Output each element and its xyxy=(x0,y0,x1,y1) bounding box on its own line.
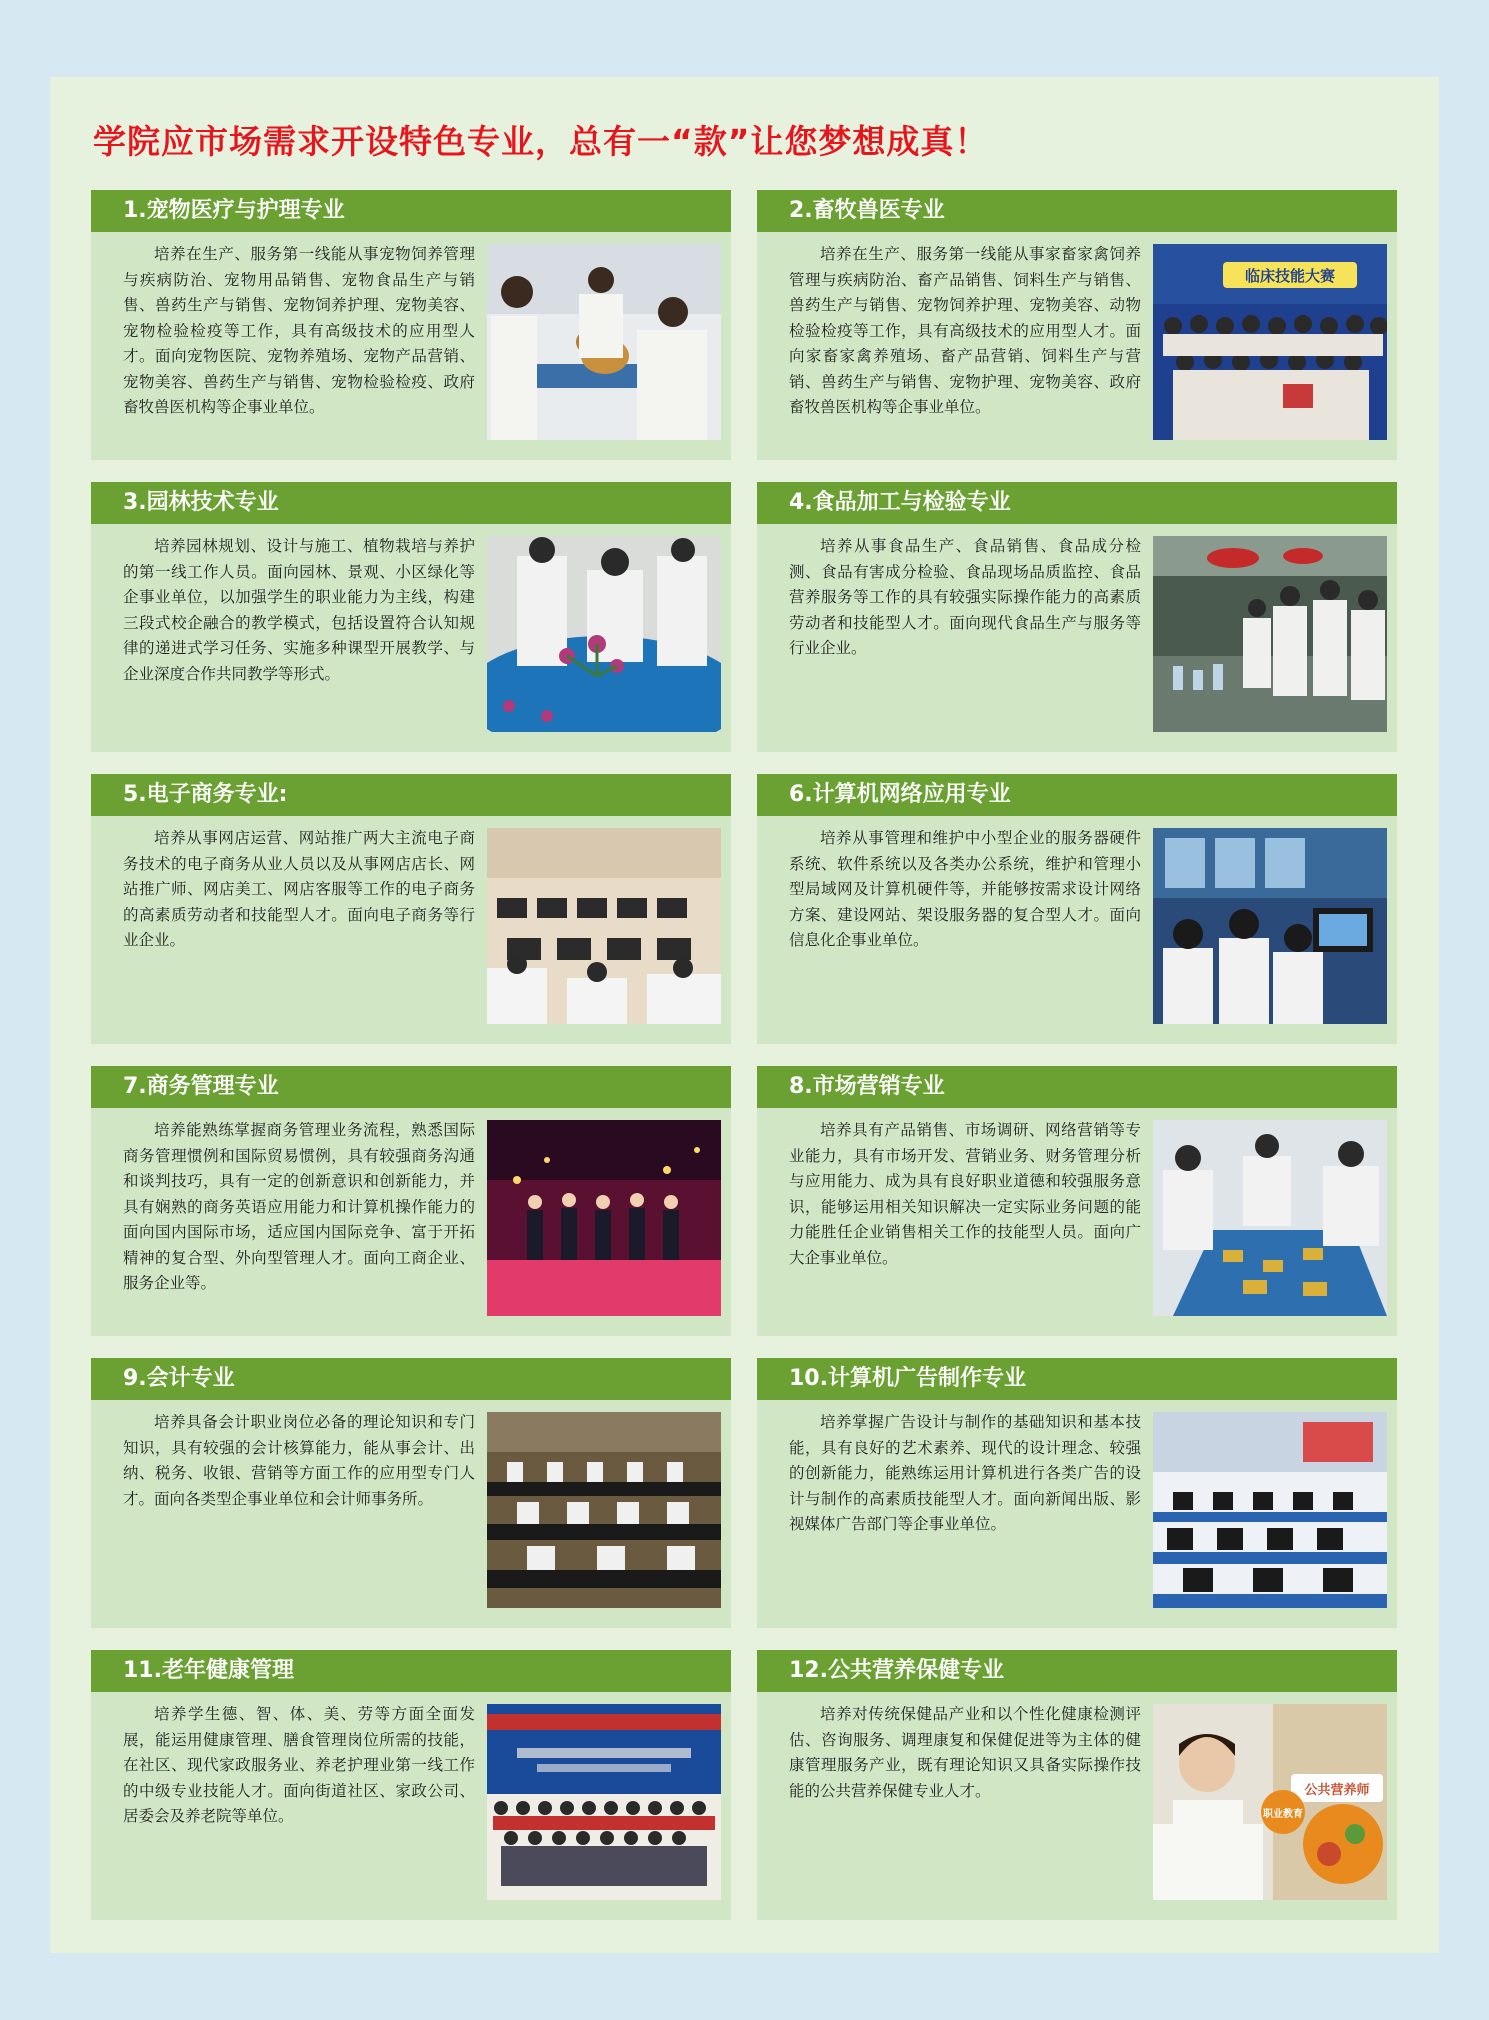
major-description: 培养具有产品销售、市场调研、网络营销等专业能力，具有市场开发、营销业务、财务管理分析与应用能力、成为具有良好职业道德和较强服务意识，能够运用相关知识解决一定实际业务问题的能力能胜任企业销售相关工作的技能型人员。面向广大企事业单位。 xyxy=(789,1121,1141,1267)
lab-illustration xyxy=(1153,536,1387,732)
major-card-3 xyxy=(91,482,731,752)
accounting-training-illustration xyxy=(487,1412,721,1608)
major-description: 培养从事食品生产、食品销售、食品成分检测、食品有害成分检验、食品现场品质监控、食品营养服务等工作的具有较强实际操作能力的高素质劳动者和技能型人才。面向现代食品生产与服务等行业企业。 xyxy=(789,537,1141,657)
major-description: 培养对传统保健品产业和以个性化健康检测评估、咨询服务、调理康复和保健促进等为主体的健康管理服务产业，既有理论知识又具备实际操作技能的公共营养保健专业人才。 xyxy=(789,1705,1141,1800)
nutritionist-illustration xyxy=(1153,1704,1387,1900)
sand-table-illustration xyxy=(1153,1120,1387,1316)
major-photo-marketing xyxy=(1153,1120,1387,1316)
computer-classroom-illustration xyxy=(487,828,721,1024)
major-title: 9.会计专业 xyxy=(91,1358,731,1400)
major-photo-networking xyxy=(1153,828,1387,1024)
major-title: 11.老年健康管理 xyxy=(91,1650,731,1692)
major-description: 培养在生产、服务第一线能从事家畜家禽饲养管理与疾病防治、畜产品销售、饲料生产与销售、兽药生产与销售、宠物饲养护理、宠物美容、动物检验检疫等工作，具有高级技术的应用型人才。面向家畜家禽养殖场、畜产品营销、饲料生产与营销、兽药生产与销售、宠物护理、宠物美容、政府畜牧兽医机构等企事业单位。 xyxy=(789,245,1141,416)
major-photo-nutrition xyxy=(1153,1704,1387,1900)
flower-arranging-illustration xyxy=(487,536,721,732)
major-title: 3.园林技术专业 xyxy=(91,482,731,524)
page-headline: 学院应市场需求开设特色专业，总有一“款”让您梦想成真！ xyxy=(93,122,989,161)
pet-care-illustration xyxy=(487,244,721,440)
major-photo-food-lab xyxy=(1153,536,1387,732)
major-photo-ecommerce xyxy=(487,828,721,1024)
major-photo-landscaping xyxy=(487,536,721,732)
major-card-1 xyxy=(91,190,731,460)
major-description: 培养在生产、服务第一线能从事宠物饲养管理与疾病防治、宠物用品销售、宠物食品生产与销售、兽药生产与销售、宠物饲养护理、宠物美容、宠物检验检疫等工作，具有高级技术的应用型人才。面向宠物医院、宠物养殖场、宠物产品营销、宠物美容、兽药生产与销售、宠物检验检疫、政府畜牧兽医机构等企事业单位。 xyxy=(123,245,475,416)
major-description: 培养从事网店运营、网站推广两大主流电子商务技术的电子商务从业人员以及从事网店店长、网站推广师、网店美工、网店客服等工作的电子商务的高素质劳动者和技能型人才。面向电子商务等行业企业。 xyxy=(123,829,475,949)
major-description: 培养园林规划、设计与施工、植物栽培与养护的第一线工作人员。面向园林、景观、小区绿化等企事业单位，以加强学生的职业能力为主线，构建三段式校企融合的教学模式，包括设置符合认知规律的递进式学习任务、实施多种课型开展教学、与企业深度合作共同教学等形式。 xyxy=(123,537,475,683)
major-card-6 xyxy=(757,774,1397,1044)
major-card-11 xyxy=(91,1650,731,1920)
major-photo-business xyxy=(487,1120,721,1316)
network-lab-illustration xyxy=(1153,828,1387,1024)
major-title: 2.畜牧兽医专业 xyxy=(757,190,1397,232)
ceremony-illustration xyxy=(487,1704,721,1900)
stage-performance-illustration xyxy=(487,1120,721,1316)
major-title: 8.市场营销专业 xyxy=(757,1066,1397,1108)
major-title: 6.计算机网络应用专业 xyxy=(757,774,1397,816)
major-photo-pet-care xyxy=(487,244,721,440)
major-title: 5.电子商务专业: xyxy=(91,774,731,816)
group-photo-illustration xyxy=(1153,244,1387,440)
major-description: 培养从事管理和维护中小型企业的服务器硬件系统、软件系统以及各类办公系统，维护和管理小型局域网及计算机硬件等，并能够按需求设计网络方案、建设网站、架设服务器的复合型人才。面向信息化企事业单位。 xyxy=(789,829,1141,949)
major-photo-accounting xyxy=(487,1412,721,1608)
major-title: 10.计算机广告制作专业 xyxy=(757,1358,1397,1400)
major-title: 12.公共营养保健专业 xyxy=(757,1650,1397,1692)
major-photo-advertising xyxy=(1153,1412,1387,1608)
major-description: 培养掌握广告设计与制作的基础知识和基本技能，具有良好的艺术素养、现代的设计理念、较强的创新能力，能熟练运用计算机进行各类广告的设计与制作的高素质技能型人才。面向新闻出版、影视媒体广告部门等企事业单位。 xyxy=(789,1413,1141,1533)
major-description: 培养能熟练掌握商务管理业务流程，熟悉国际商务管理惯例和国际贸易惯例，具有较强商务沟通和谈判技巧，具有一定的创新意识和创新能力，并具有娴熟的商务英语应用能力和计算机操作能力的面向国内国际市场，适应国内国际竞争、富于开拓精神的复合型、外向型管理人才。面向工商企业、服务企业等。 xyxy=(123,1121,475,1292)
major-description: 培养学生德、智、体、美、劳等方面全面发展，能运用健康管理、膳食管理岗位所需的技能，在社区、现代家政服务业、养老护理业第一线工作的中级专业技能人才。面向街道社区、家政公司、居委会及养老院等单位。 xyxy=(123,1705,475,1825)
major-card-9 xyxy=(91,1358,731,1628)
brochure-page xyxy=(50,77,1439,1953)
major-card-7 xyxy=(91,1066,731,1336)
major-title: 4.食品加工与检验专业 xyxy=(757,482,1397,524)
major-card-4 xyxy=(757,482,1397,752)
major-photo-veterinary xyxy=(1153,244,1387,440)
major-description: 培养具备会计职业岗位必备的理论知识和专门知识，具有较强的会计核算能力，能从事会计、出纳、税务、收银、营销等方面工作的应用型专门人才。面向各类型企事业单位和会计师事务所。 xyxy=(123,1413,475,1508)
major-title: 7.商务管理专业 xyxy=(91,1066,731,1108)
major-card-12 xyxy=(757,1650,1397,1920)
vocational-education-badge: 职业教育 xyxy=(1263,1809,1303,1820)
competition-banner: 临床技能大赛 xyxy=(1244,267,1336,285)
major-card-10 xyxy=(757,1358,1397,1628)
major-card-8 xyxy=(757,1066,1397,1336)
major-photo-elderly-care xyxy=(487,1704,721,1900)
computer-lab-illustration xyxy=(1153,1412,1387,1608)
major-title: 1.宠物医疗与护理专业 xyxy=(91,190,731,232)
nutritionist-sign: 公共营养师 xyxy=(1304,1783,1370,1798)
major-card-2 xyxy=(757,190,1397,460)
major-card-5 xyxy=(91,774,731,1044)
